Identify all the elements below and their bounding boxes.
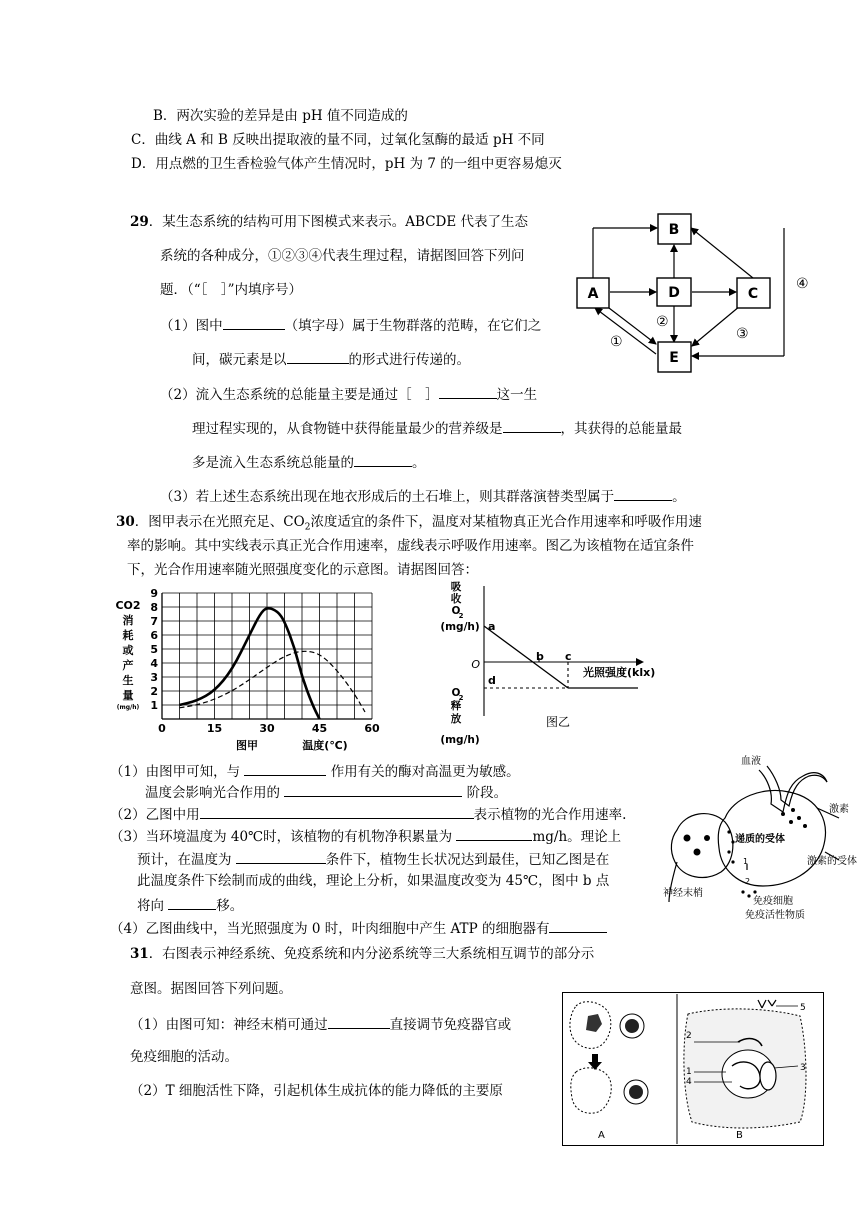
svg-text:产: 产 — [122, 659, 134, 672]
x-axis-title: 温度(℃) — [302, 739, 348, 752]
svg-text:2: 2 — [745, 877, 751, 886]
svg-text:(mg/h): (mg/h) — [116, 704, 140, 711]
svg-text:O: O — [451, 687, 461, 699]
svg-text:2: 2 — [458, 612, 464, 620]
svg-text:C: C — [747, 286, 759, 302]
y-tick-label: 2 — [150, 685, 158, 698]
process-1-label: ① — [610, 334, 623, 350]
svg-text:收: 收 — [450, 593, 462, 605]
q30-part3-line3: 此温度条件下绘制而成的曲线，理论上分析，如果温度改变为 45℃，图中 b 点 — [137, 873, 610, 889]
q29-part1-line1: （1）图中 （填字母）属于生物群落的范畴，在它们之 — [160, 315, 541, 335]
x-tick-label: 15 — [206, 722, 223, 735]
process-3-label: ③ — [736, 326, 749, 342]
point-b-label: b — [536, 650, 544, 663]
q31-part2-line1: （2）T 细胞活性下降，引起机体生成抗体的能力降低的主要原 — [130, 1083, 503, 1099]
y-tick-label: 6 — [150, 629, 158, 642]
chart-temperature — [110, 585, 400, 755]
x-axis-title: 光照强度(klx) — [583, 666, 656, 679]
chart-title: 图甲 — [236, 739, 258, 752]
node-b — [658, 214, 691, 244]
q29-part2-line2: 理过程实现的，从食物链中获得能量最少的营养级是 ，其获得的总能量最 — [192, 418, 682, 438]
svg-text:A: A — [587, 286, 599, 302]
label-transmitter-receptor: 递质的受体 — [735, 834, 785, 845]
answer-blank[interactable] — [244, 761, 326, 776]
q30-part3-line4: 将向 移。 — [137, 895, 243, 915]
q29-stem-line1: 29．某生态系统的结构可用下图模式来表示。ABCDE 代表了生态 — [130, 214, 529, 230]
q30-stem-line1: 30．图甲表示在光照充足、$CO_2$浓度适宜的条件下，温度对某植物真正光合作用速率和呼吸作用速 — [116, 514, 702, 533]
svg-text:释: 释 — [450, 700, 462, 712]
q29-part1-line2: 间，碳元素是以 的形式进行传递的。 — [192, 349, 470, 369]
q31-part1-line1: （1）由图可知：神经末梢可通过 直接调节免疫器官或 — [130, 1014, 511, 1034]
ecosystem-diagram — [570, 208, 830, 378]
q31-stem-line1: 31．右图表示神经系统、免疫系统和内分泌系统等三大系统相互调节的部分示 — [130, 946, 595, 962]
x-tick-label: 45 — [311, 722, 328, 735]
cell-figure-ab — [562, 992, 824, 1146]
q30-stem-line2: 率的影响。其中实线表示真正光合作用速率，虚线表示呼吸作用速率。图乙为该植物在适宜条件 — [127, 538, 694, 554]
y-tick-label: 5 — [150, 643, 158, 656]
regulation-figure — [663, 752, 860, 922]
svg-text:E: E — [669, 350, 679, 366]
y-tick-label: 3 — [150, 671, 158, 684]
answer-blank[interactable] — [223, 315, 285, 330]
x-tick-label: 0 — [158, 722, 166, 735]
q30-part3-line1: （3）当环境温度为 40℃时，该植物的有机物净积累量为 mg/h。理论上 — [110, 826, 621, 846]
point-c-label: c — [565, 650, 572, 663]
x-tick-label: 30 — [259, 722, 275, 735]
svg-text:或: 或 — [122, 644, 134, 657]
svg-text:生: 生 — [122, 674, 134, 687]
q30-stem-line3: 下，光合作用速率随光照强度变化的示意图。请据图回答： — [127, 562, 478, 578]
svg-text:1: 1 — [743, 857, 749, 866]
label-hormone: 激素 — [829, 804, 849, 815]
q28-option-c: C．曲线 A 和 B 反映出提取液的量不同，过氧化氢酶的最适 pH 不同 — [131, 132, 545, 148]
label-blood: 血液 — [741, 756, 761, 767]
svg-text:5: 5 — [800, 1003, 806, 1013]
q30-part1-line1: （1）由图甲可知，与 作用有关的酶对高温更为敏感。 — [110, 761, 520, 781]
q31-stem-line2: 意图。据图回答下列问题。 — [130, 981, 292, 997]
chart-caption: 图乙 — [546, 715, 571, 729]
answer-blank[interactable] — [168, 895, 216, 910]
q30-part4: （4）乙图曲线中，当光照强度为 0 时，叶肉细胞中产生 ATP 的细胞器有 — [110, 918, 607, 938]
q29-stem-line3: 题．（“［ ］”内填序号） — [160, 282, 303, 298]
q30-part3-line2: 预计，在温度为 条件下，植物生长状况达到最佳，已知乙图是在 — [137, 849, 609, 869]
x-tick-label: 60 — [364, 722, 380, 735]
y-tick-label: 9 — [150, 587, 158, 600]
svg-text:(mg/h): (mg/h) — [440, 621, 480, 633]
q31-number: 31 — [130, 946, 149, 962]
q31-part1-line2: 免疫细胞的活动。 — [130, 1049, 238, 1065]
svg-text:4: 4 — [686, 1077, 692, 1087]
chart-light-intensity — [438, 578, 668, 748]
svg-text:(mg/h): (mg/h) — [440, 734, 480, 746]
q28-option-b: B．两次实验的差异是由 pH 值不同造成的 — [153, 108, 408, 124]
svg-text:1: 1 — [686, 1067, 692, 1077]
y-axis-title-top — [440, 580, 479, 633]
svg-text:B: B — [668, 222, 680, 238]
svg-text:放: 放 — [450, 713, 462, 725]
y-axis-title — [115, 599, 140, 711]
y-tick-label: 1 — [150, 699, 158, 712]
y-axis-title-bottom — [440, 687, 479, 746]
y-tick-label: 4 — [150, 657, 158, 670]
answer-blank[interactable] — [287, 349, 349, 364]
label-nerve-ending: 神经末梢 — [663, 888, 703, 899]
answer-blank[interactable] — [328, 1014, 390, 1029]
q30-part2: （2）乙图中用 表示植物的光合作用速率. — [110, 804, 626, 824]
answer-blank[interactable] — [549, 918, 607, 933]
panel-b-label: B — [736, 1130, 743, 1141]
svg-text:消: 消 — [122, 614, 134, 627]
answer-blank[interactable] — [236, 849, 326, 864]
q30-number: 30 — [116, 514, 135, 530]
q30-part1-line2: 温度会影响光合作用的 阶段。 — [145, 782, 507, 802]
y-tick-label: 7 — [150, 615, 158, 628]
process-4-label: ④ — [796, 276, 809, 292]
svg-text:耗: 耗 — [122, 629, 134, 642]
svg-text:O: O — [451, 605, 461, 617]
node-a — [577, 278, 609, 308]
q29-stem-line2: 系统的各种成分，①②③④代表生理过程，请据图回答下列问 — [160, 248, 525, 264]
svg-text:吸: 吸 — [450, 581, 462, 593]
answer-blank[interactable] — [200, 804, 474, 819]
svg-text:量: 量 — [122, 689, 134, 702]
svg-text:2: 2 — [686, 1031, 692, 1041]
svg-text:3: 3 — [800, 1063, 806, 1073]
y-tick-label: 8 — [150, 601, 158, 614]
node-c — [737, 278, 770, 308]
node-d — [657, 278, 691, 306]
node-e — [658, 342, 691, 372]
svg-text:2: 2 — [458, 694, 464, 702]
q29-part2-line1: （2）流入生态系统的总能量主要是通过［ ］ 这一生 — [160, 384, 537, 404]
answer-blank[interactable] — [354, 452, 412, 467]
process-2-label: ② — [656, 314, 669, 330]
origin-label: O — [471, 658, 480, 671]
svg-text:CO2: CO2 — [115, 599, 141, 612]
label-immune-cell: 免疫细胞 — [753, 896, 793, 907]
answer-blank[interactable] — [614, 486, 672, 501]
q29-part3: （3）若上述生态系统出现在地衣形成后的土石堆上，则其群落演替类型属于 。 — [160, 486, 686, 506]
point-d-label: d — [488, 674, 496, 687]
q29-part2-line3: 多是流入生态系统总能量的 。 — [192, 452, 426, 472]
q28-option-d: D．用点燃的卫生香检验气体产生情况时，pH 为 7 的一组中更容易熄灭 — [131, 156, 562, 172]
label-hormone-receptor: 激素的受体 — [807, 856, 857, 867]
label-immune-substance: 免疫活性物质 — [745, 910, 805, 921]
point-a-label: a — [488, 620, 496, 633]
answer-blank[interactable] — [439, 384, 497, 399]
answer-blank[interactable] — [284, 782, 462, 797]
svg-text:D: D — [668, 285, 680, 301]
answer-blank[interactable] — [503, 418, 561, 433]
answer-blank[interactable] — [456, 826, 532, 841]
q29-number: 29 — [130, 214, 149, 230]
panel-a-label: A — [598, 1130, 605, 1141]
